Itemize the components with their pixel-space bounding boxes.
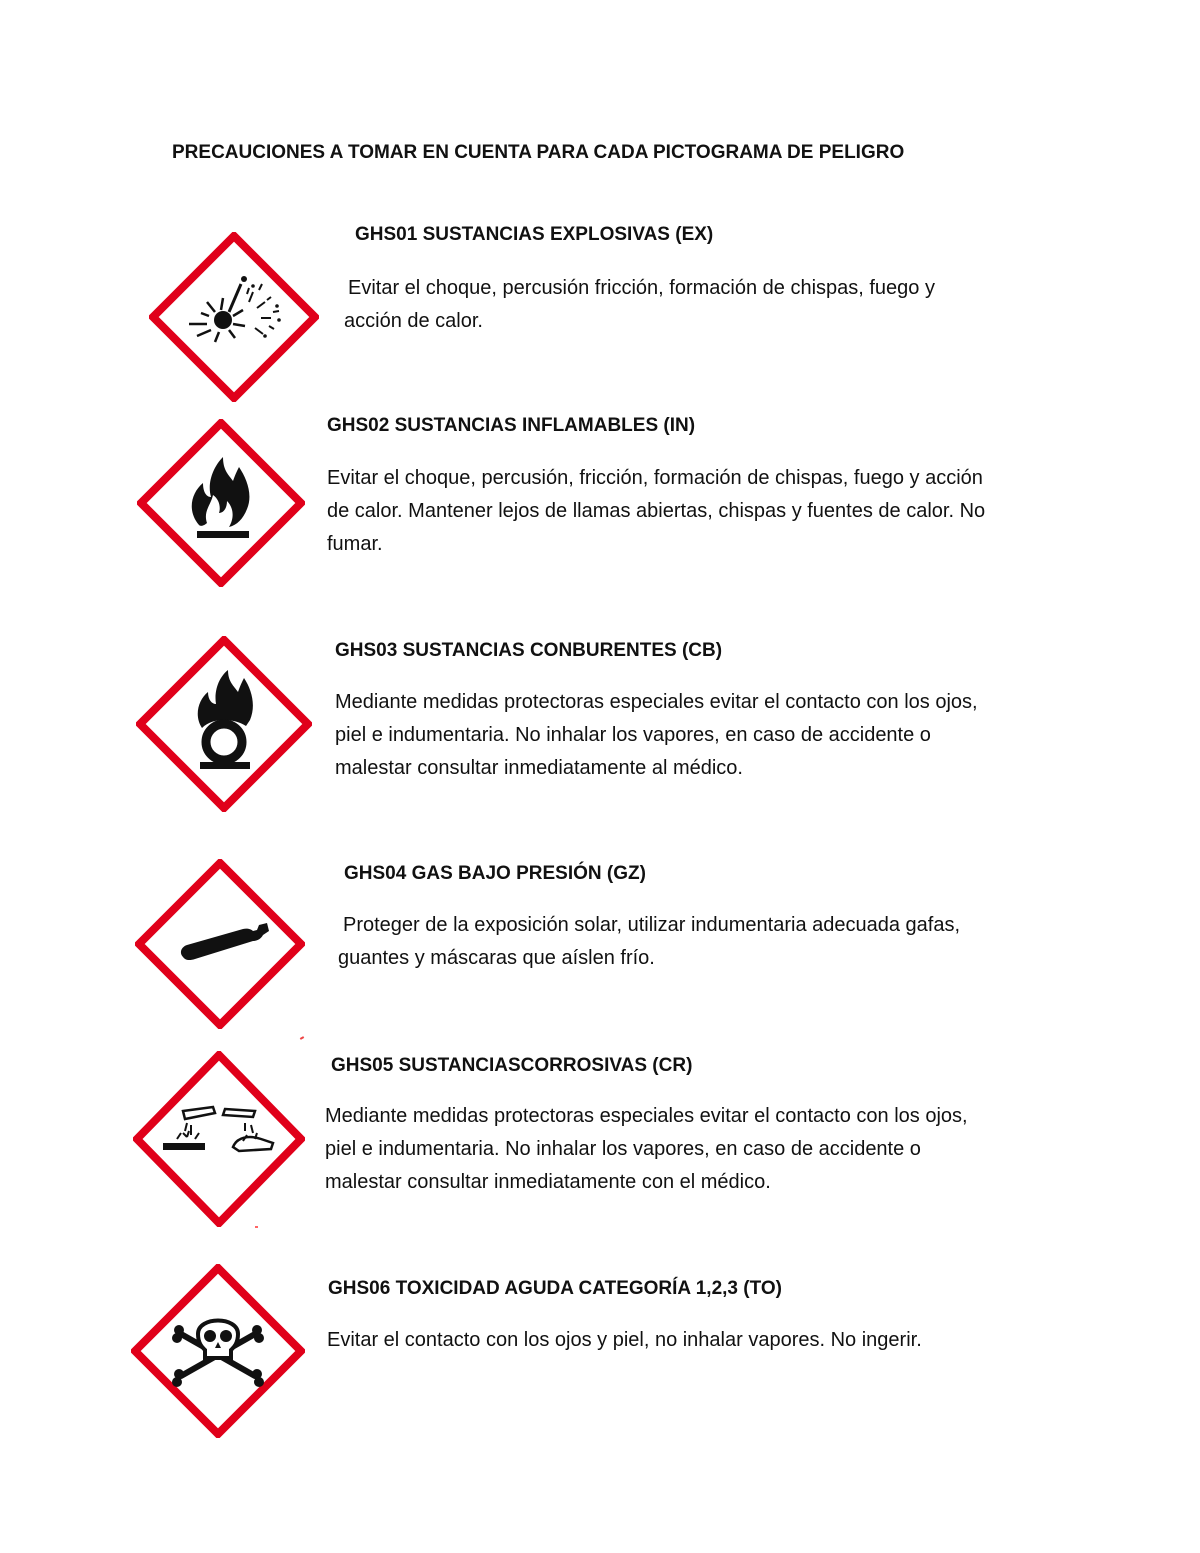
description-line: Evitar el choque, percusión fricción, formación de chispas, fuego y <box>348 277 935 299</box>
section-description <box>325 1100 968 1199</box>
section-heading: GHS06 TOXICIDAD AGUDA CATEGORÍA 1,2,3 (TO) <box>328 1278 782 1299</box>
description-line: acción de calor. <box>344 310 483 332</box>
description-line: Proteger de la exposición solar, utilizar indumentaria adecuada gafas, <box>343 914 961 936</box>
section-description <box>327 462 985 561</box>
flame-icon <box>137 419 305 587</box>
description-line: fumar. <box>327 533 383 555</box>
skull-crossbones-icon <box>131 1264 305 1438</box>
section-description <box>335 686 978 785</box>
section-description <box>338 909 960 975</box>
description-line: malestar consultar inmediatamente con el médico. <box>325 1171 771 1193</box>
description-line: malestar consultar inmediatamente al médico. <box>335 757 743 779</box>
description-line: piel e indumentaria. No inhalar los vapores, en caso de accidente o <box>325 1138 921 1160</box>
description-line: guantes y máscaras que aíslen frío. <box>338 947 655 969</box>
description-line: Evitar el contacto con los ojos y piel, no inhalar vapores. No ingerir. <box>327 1329 922 1351</box>
section-heading: GHS05 SUSTANCIASCORROSIVAS (CR) <box>331 1055 693 1076</box>
description-line: de calor. Mantener lejos de llamas abiertas, chispas y fuentes de calor. No <box>327 500 986 522</box>
section-heading: GHS03 SUSTANCIAS CONBURENTES (CB) <box>335 640 723 661</box>
corrosion-icon <box>133 1051 305 1227</box>
stray-mark <box>300 1036 304 1040</box>
description-line: Evitar el choque, percusión, fricción, formación de chispas, fuego y acción <box>327 467 983 489</box>
page-title: PRECAUCIONES A TOMAR EN CUENTA PARA CADA PICTOGRAMA DE PELIGRO <box>172 142 905 163</box>
flame-over-circle-icon <box>136 636 312 812</box>
gas-cylinder-icon <box>135 859 305 1029</box>
section-description <box>344 272 935 338</box>
section-description <box>327 1324 922 1357</box>
description-line: Mediante medidas protectoras especiales evitar el contacto con los ojos, <box>325 1105 968 1127</box>
description-line: Mediante medidas protectoras especiales evitar el contacto con los ojos, <box>335 691 978 713</box>
section-heading: GHS01 SUSTANCIAS EXPLOSIVAS (EX) <box>355 224 714 245</box>
explosive-bomb-icon <box>149 232 319 402</box>
section-heading: GHS02 SUSTANCIAS INFLAMABLES (IN) <box>327 415 696 436</box>
description-line: piel e indumentaria. No inhalar los vapores, en caso de accidente o <box>335 724 931 746</box>
section-heading: GHS04 GAS BAJO PRESIÓN (GZ) <box>344 863 646 884</box>
